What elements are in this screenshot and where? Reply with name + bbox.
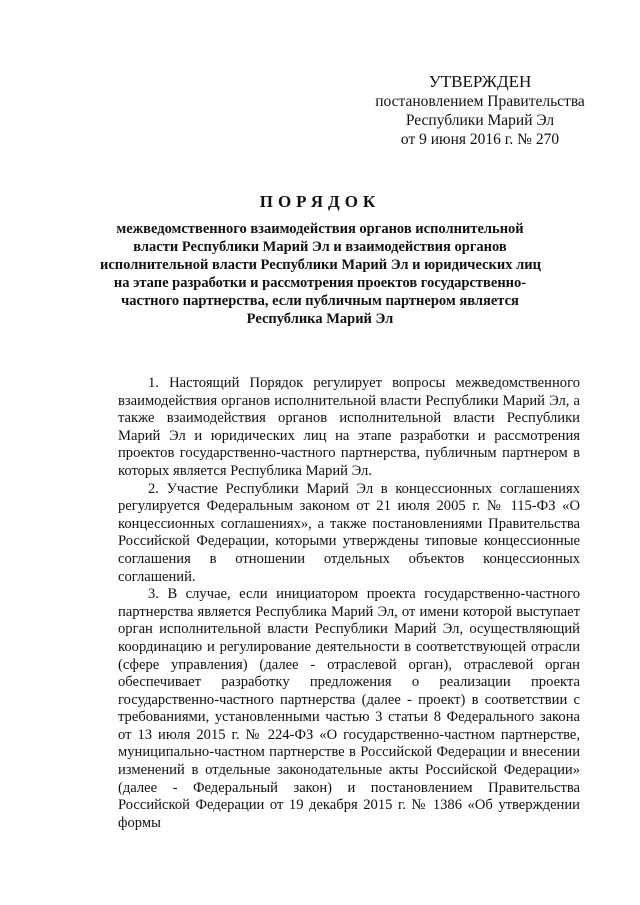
document-body [118, 375, 580, 832]
approval-line-1: постановлением Правительства [375, 93, 585, 110]
approval-heading: УТВЕРЖДЕН [428, 72, 532, 91]
document-subtitle [100, 220, 540, 328]
document-title: ПОРЯДОК [259, 192, 381, 211]
paragraph-1: 1. Настоящий Порядок регулирует вопросы межведомственного взаимодействия органов исполнительной власти Республики Марий Эл, а также взаимодействия органов исполнительной власти Республики Марий Эл и юридических лиц на этапе разработки и рассмотрения проектов государственно-частного партнерства, публичным партнером в которых является Республика Марий Эл. [118, 375, 580, 479]
approval-stamp [360, 72, 600, 149]
subtitle-line: на этапе разработки и рассмотрения проектов государственно- [113, 275, 527, 291]
subtitle-line: частного партнерства, если публичным партнером является [121, 293, 519, 309]
subtitle-line: власти Республики Марий Эл и взаимодействия органов [133, 239, 507, 255]
approval-line-3: от 9 июня 2016 г. № 270 [400, 131, 560, 148]
subtitle-line: исполнительной власти Республики Марий Эл и юридических лиц [100, 257, 541, 273]
subtitle-line: Республика Марий Эл [246, 311, 394, 327]
subtitle-line: межведомственного взаимодействия органов исполнительной [116, 221, 524, 237]
paragraph-2: 2. Участие Республики Марий Эл в концессионных соглашениях регулируется Федеральным законом от 21 июля 2005 г. № 115-ФЗ «О концессионных соглашениях», а также постановлениями Правительства Российской Федерации, которыми утверждены типовые концессионные соглашения в отношении отдельных объектов концессионных соглашений. [118, 480, 580, 585]
approval-line-2: Республики Марий Эл [405, 112, 555, 129]
paragraph-3: 3. В случае, если инициатором проекта государственно-частного партнерства является Республика Марий Эл, от имени которой выступает орган исполнительной власти Республики Марий Эл, осуществляющий координацию и регулирование деятельности в соответствующей отрасли (сфере управления) (далее - отраслевой орган), отраслевой орган обеспечивает разработку предложения о реализации проекта государственно-частного партнерства (далее - проект) в соответствии с требованиями, установленными частью 3 статьи 8 Федерального закона от 13 июля 2015 г. № 224-ФЗ «О государственно-частном партнерстве, муниципально-частном партнерстве в Российской Федерации и внесении изменений в отдельные законодательные акты Российской Федерации» (далее - Федеральный закон) и постановлением Правительства Российской Федерации от 19 декабря 2015 г. № 1386 «Об утверждении формы [118, 586, 580, 831]
